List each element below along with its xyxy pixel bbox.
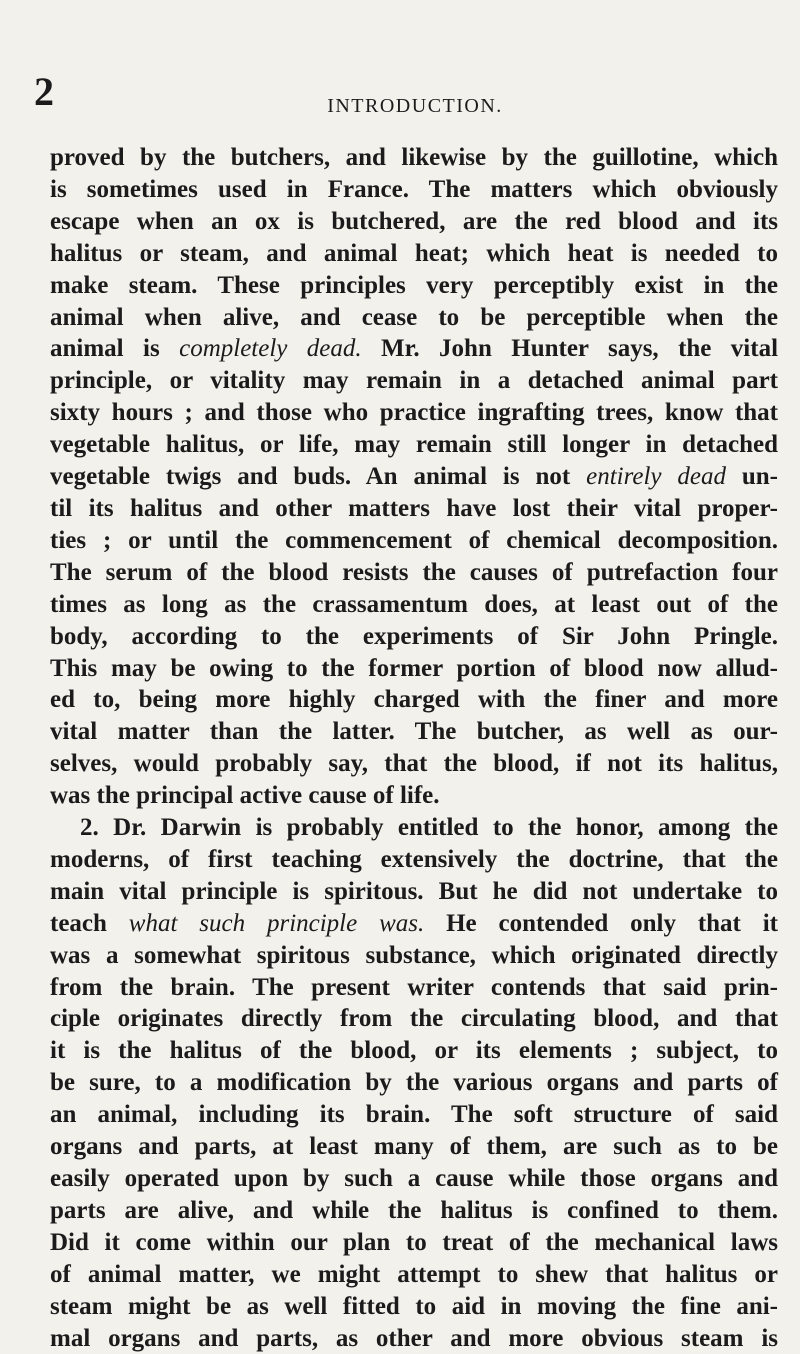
text-line bbox=[50, 748, 778, 780]
text-run: main vital principle is spiritous. But he did not undertake to bbox=[50, 877, 778, 905]
text-run: body, according to the experiments of Sir John Pringle. bbox=[50, 622, 778, 650]
text-run: vegetable twigs and buds. An animal is not bbox=[50, 463, 587, 491]
text-line bbox=[50, 206, 778, 238]
text-run: of animal matter, we might attempt to shew that halitus or bbox=[50, 1260, 778, 1288]
italic-text: entirely dead bbox=[586, 463, 726, 491]
text-run: is sometimes used in France. The matters which obviously bbox=[50, 175, 778, 203]
text-line bbox=[50, 397, 778, 429]
text-run: Did it come within our plan to treat of the mechanical laws bbox=[50, 1228, 778, 1256]
text-run: steam might be as well fitted to aid in moving the fine ani- bbox=[50, 1292, 778, 1320]
text-line bbox=[50, 238, 778, 270]
text-run: til its halitus and other matters have lost their vital proper- bbox=[50, 494, 778, 522]
text-line bbox=[50, 174, 778, 206]
text-line bbox=[50, 589, 778, 621]
text-line bbox=[50, 940, 778, 972]
text-run: escape when an ox is butchered, are the red blood and its bbox=[50, 207, 778, 235]
running-title: INTRODUCTION. bbox=[327, 95, 503, 117]
text-line bbox=[50, 844, 778, 876]
text-line bbox=[50, 780, 778, 812]
text-run: ciple originates directly from the circulating blood, and that bbox=[50, 1005, 778, 1033]
text-line bbox=[50, 684, 778, 716]
text-line bbox=[50, 1259, 778, 1291]
text-line bbox=[50, 429, 778, 461]
text-line bbox=[50, 333, 778, 365]
text-run: animal is bbox=[50, 335, 180, 363]
text-run: be sure, to a modification by the various organs and parts of bbox=[50, 1069, 778, 1097]
text-run: halitus or steam, and animal heat; which heat is needed to bbox=[50, 239, 778, 267]
text-run: vital matter than the latter. The butcher, as well as our- bbox=[50, 718, 778, 746]
text-run: principle, or vitality may remain in a detached animal part bbox=[50, 367, 778, 395]
italic-text: what such principle was. bbox=[128, 909, 425, 937]
text-line bbox=[50, 1195, 778, 1227]
text-run: moderns, of first teaching extensively the doctrine, that the bbox=[50, 845, 778, 873]
text-run: mal organs and parts, as other and more obvious steam is bbox=[50, 1324, 778, 1352]
text-run: He contended only that it bbox=[424, 909, 779, 937]
text-line bbox=[50, 653, 778, 685]
italic-text: completely dead. bbox=[179, 335, 362, 363]
text-line bbox=[50, 972, 778, 1004]
text-run: This may be owing to the former portion of blood now allud- bbox=[50, 654, 778, 682]
text-run: selves, would probably say, that the blood, if not its halitus, bbox=[50, 750, 778, 778]
text-run: sixty hours ; and those who practice ingrafting trees, know that bbox=[50, 399, 778, 427]
text-line bbox=[50, 621, 778, 653]
text-line bbox=[50, 876, 778, 908]
body-text bbox=[50, 142, 778, 1354]
text-run: was the principal active cause of life. bbox=[50, 782, 440, 810]
text-line bbox=[50, 557, 778, 589]
text-line bbox=[50, 493, 778, 525]
text-run: ties ; or until the commencement of chemical decomposition. bbox=[50, 526, 778, 554]
text-line bbox=[50, 1323, 778, 1354]
text-line bbox=[50, 1099, 778, 1131]
text-run: make steam. These principles very perceptibly exist in the bbox=[50, 271, 778, 299]
text-line bbox=[50, 461, 778, 493]
text-line bbox=[50, 1067, 778, 1099]
text-run: 2. Dr. Darwin is probably entitled to the honor, among the bbox=[80, 814, 778, 842]
text-run: organs and parts, at least many of them, are such as to be bbox=[50, 1133, 778, 1161]
text-line bbox=[50, 1227, 778, 1259]
text-run: animal when alive, and cease to be perceptible when the bbox=[50, 303, 778, 331]
text-run: un- bbox=[726, 463, 779, 491]
text-run: teach bbox=[50, 909, 129, 937]
text-line bbox=[50, 908, 778, 940]
text-run: easily operated upon by such a cause while those organs and bbox=[50, 1165, 778, 1192]
text-run: The serum of the blood resists the causes of putrefaction four bbox=[50, 558, 778, 586]
text-run: from the brain. The present writer contends that said prin- bbox=[50, 973, 778, 1001]
page-number: 2 bbox=[34, 69, 54, 114]
text-line bbox=[50, 1035, 778, 1067]
text-line bbox=[50, 142, 778, 174]
text-run: parts are alive, and while the halitus is confined to them. bbox=[50, 1196, 778, 1224]
text-run: Mr. John Hunter says, the vital bbox=[361, 335, 779, 363]
text-line bbox=[50, 1291, 778, 1323]
text-line bbox=[50, 1163, 778, 1195]
text-line bbox=[50, 525, 778, 557]
text-line bbox=[50, 302, 778, 334]
text-line bbox=[50, 365, 778, 397]
text-run: ed to, being more highly charged with the finer and more bbox=[50, 686, 778, 714]
text-run: proved by the butchers, and likewise by the guillotine, which bbox=[50, 144, 778, 171]
text-line bbox=[50, 812, 778, 844]
text-line bbox=[50, 270, 778, 302]
text-run: an animal, including its brain. The soft structure of said bbox=[50, 1101, 778, 1129]
text-line bbox=[50, 1003, 778, 1035]
text-line bbox=[50, 1131, 778, 1163]
text-run: it is the halitus of the blood, or its elements ; subject, to bbox=[50, 1037, 778, 1065]
text-run: times as long as the crassamentum does, at least out of the bbox=[50, 590, 778, 618]
text-line bbox=[50, 716, 778, 748]
text-run: was a somewhat spiritous substance, which originated directly bbox=[50, 941, 778, 969]
text-run: vegetable halitus, or life, may remain still longer in detached bbox=[50, 431, 778, 459]
